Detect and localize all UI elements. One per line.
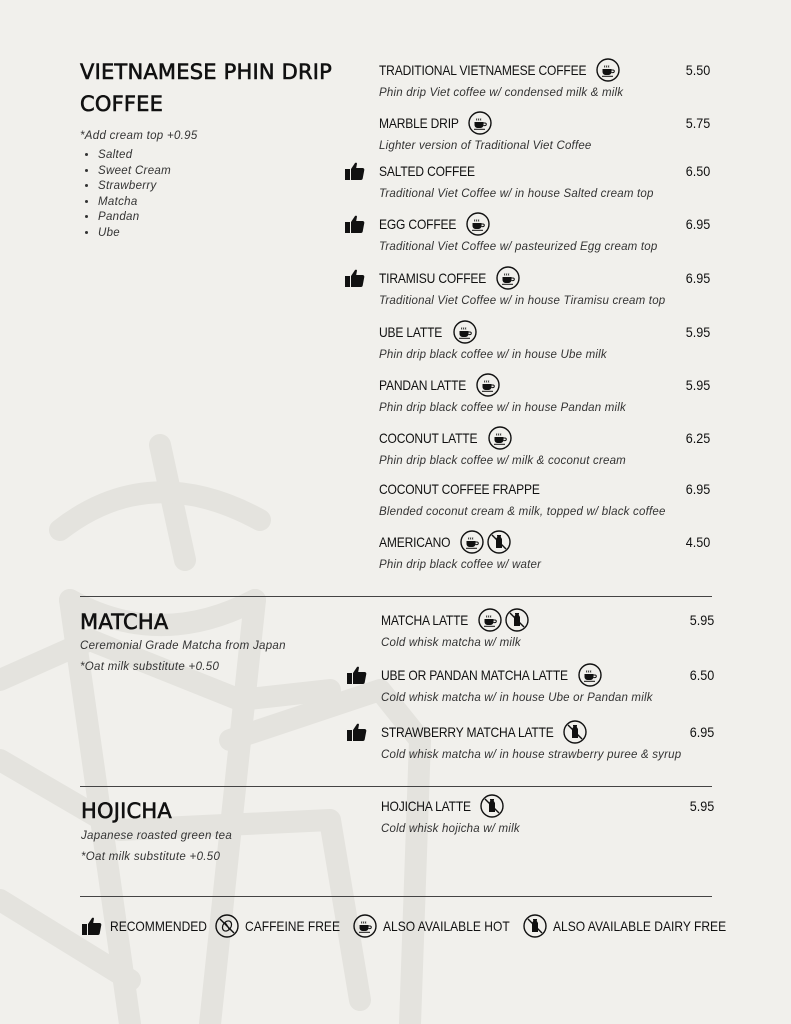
legend-caffeine-free xyxy=(215,914,355,938)
legend-caffeine-free-label: CAFFEINE FREE xyxy=(245,918,341,934)
matcha-oat-note: *Oat milk substitute +0.50 xyxy=(80,661,220,673)
hot-cup-icon xyxy=(468,111,492,135)
menu-item xyxy=(379,530,719,571)
item-name: TRADITIONAL VIETNAMESE COFFEE xyxy=(379,62,587,78)
hot-cup-icon xyxy=(460,530,484,554)
menu-item xyxy=(379,477,719,518)
no-milk-carton-icon xyxy=(563,720,587,744)
cream-option: • Salted xyxy=(98,148,332,164)
legend-hot xyxy=(353,914,530,938)
item-name: EGG COFFEE xyxy=(379,216,457,232)
item-description: Traditional Viet Coffee w/ pasteurized Egg cream top xyxy=(379,241,658,253)
divider xyxy=(80,786,712,787)
item-price: 6.25 xyxy=(685,430,710,446)
item-description: Cold whisk hojicha w/ milk xyxy=(381,823,520,835)
item-price: 5.75 xyxy=(685,115,710,131)
hot-cup-icon xyxy=(596,58,620,82)
legend-recommended xyxy=(80,914,223,938)
menu-item xyxy=(381,720,721,761)
hot-cup-icon xyxy=(453,320,477,344)
cream-options-list xyxy=(80,148,332,241)
item-description: Phin drip black coffee w/ water xyxy=(379,559,542,571)
coffee-title-line1: VIETNAMESE PHIN DRIP xyxy=(80,60,333,84)
item-price: 6.95 xyxy=(689,724,714,740)
divider xyxy=(80,596,712,597)
item-price: 4.50 xyxy=(685,534,710,550)
menu-item xyxy=(379,111,719,152)
item-price: 6.50 xyxy=(689,667,714,683)
thumbs-up-icon xyxy=(345,663,369,687)
hojicha-subtitle: Japanese roasted green tea xyxy=(81,830,233,842)
item-description: Phin drip black coffee w/ in house Ube milk xyxy=(379,349,607,361)
item-name: AMERICANO xyxy=(379,534,451,550)
matcha-section-header xyxy=(80,606,286,673)
menu-item xyxy=(379,426,719,467)
item-name: SALTED COFFEE xyxy=(379,163,475,179)
item-name: UBE LATTE xyxy=(379,324,443,340)
cream-note: *Add cream top +0.95 xyxy=(80,130,198,142)
item-name: STRAWBERRY MATCHA LATTE xyxy=(381,724,554,740)
item-description: Traditional Viet Coffee w/ in house Salted cream top xyxy=(379,188,654,200)
hojicha-section-header xyxy=(81,795,232,863)
thumbs-up-icon xyxy=(343,266,367,290)
legend-dairy-free-label: ALSO AVAILABLE DAIRY FREE xyxy=(553,918,727,934)
item-description: Phin drip Viet coffee w/ condensed milk & milk xyxy=(379,87,624,99)
item-name: COCONUT LATTE xyxy=(379,430,478,446)
cream-option: • Strawberry xyxy=(98,179,332,195)
hojicha-oat-note: *Oat milk substitute +0.50 xyxy=(81,851,221,863)
coffee-section-header xyxy=(80,56,332,241)
item-name: HOJICHA LATTE xyxy=(381,798,471,814)
item-price: 5.95 xyxy=(685,324,710,340)
menu-item xyxy=(379,373,719,414)
no-milk-carton-icon xyxy=(487,530,511,554)
item-name: MARBLE DRIP xyxy=(379,115,459,131)
legend-hot-label: ALSO AVAILABLE HOT xyxy=(383,918,510,934)
no-caffeine-icon xyxy=(215,914,239,938)
item-description: Blended coconut cream & milk, topped w/ black coffee xyxy=(379,506,666,518)
hot-cup-icon xyxy=(478,608,502,632)
thumbs-up-icon xyxy=(343,159,367,183)
hojicha-title: HOJICHA xyxy=(81,799,172,823)
item-description: Phin drip black coffee w/ in house Pandan milk xyxy=(379,402,626,414)
thumbs-up-icon xyxy=(343,212,367,236)
menu-item xyxy=(379,58,719,99)
cream-option: • Pandan xyxy=(98,210,332,226)
item-name: COCONUT COFFEE FRAPPE xyxy=(379,481,540,497)
item-name: PANDAN LATTE xyxy=(379,377,467,393)
item-price: 6.50 xyxy=(685,163,710,179)
menu-item xyxy=(379,212,719,253)
item-price: 5.95 xyxy=(685,377,710,393)
legend-recommended-label: RECOMMENDED xyxy=(110,918,207,934)
no-milk-carton-icon xyxy=(523,914,547,938)
item-description: Cold whisk matcha w/ in house Ube or Pandan milk xyxy=(381,692,653,704)
thumbs-up-icon xyxy=(345,720,369,744)
hot-cup-icon xyxy=(353,914,377,938)
hot-cup-icon xyxy=(496,266,520,290)
item-price: 6.95 xyxy=(685,216,710,232)
item-price: 6.95 xyxy=(685,481,710,497)
no-milk-carton-icon xyxy=(480,794,504,818)
item-price: 6.95 xyxy=(685,270,710,286)
hot-cup-icon xyxy=(466,212,490,236)
hot-cup-icon xyxy=(488,426,512,450)
item-name: MATCHA LATTE xyxy=(381,612,469,628)
item-description: Lighter version of Traditional Viet Coffee xyxy=(379,140,592,152)
divider xyxy=(80,896,712,897)
legend-dairy-free xyxy=(523,914,754,938)
cream-option: • Matcha xyxy=(98,195,332,211)
matcha-subtitle: Ceremonial Grade Matcha from Japan xyxy=(80,640,286,652)
item-price: 5.50 xyxy=(685,62,710,78)
hot-cup-icon xyxy=(578,663,602,687)
hot-cup-icon xyxy=(476,373,500,397)
no-milk-carton-icon xyxy=(505,608,529,632)
cream-option: • Sweet Cream xyxy=(98,164,332,180)
thumbs-up-icon xyxy=(80,914,104,938)
menu-item xyxy=(379,159,719,200)
cream-option: • Ube xyxy=(98,226,332,242)
item-description: Cold whisk matcha w/ in house strawberry puree & syrup xyxy=(381,749,682,761)
item-description: Cold whisk matcha w/ milk xyxy=(381,637,521,649)
menu-item xyxy=(379,320,719,361)
menu-item xyxy=(381,663,721,704)
coffee-title-line2: COFFEE xyxy=(80,92,164,116)
item-price: 5.95 xyxy=(689,798,714,814)
menu-item xyxy=(379,266,719,307)
menu-item xyxy=(381,608,721,649)
item-name: TIRAMISU COFFEE xyxy=(379,270,487,286)
menu-item xyxy=(381,794,721,835)
item-description: Phin drip black coffee w/ milk & coconut cream xyxy=(379,455,626,467)
item-price: 5.95 xyxy=(689,612,714,628)
item-name: UBE OR PANDAN MATCHA LATTE xyxy=(381,667,568,683)
item-description: Traditional Viet Coffee w/ in house Tiramisu cream top xyxy=(379,295,666,307)
matcha-title: MATCHA xyxy=(80,610,169,634)
